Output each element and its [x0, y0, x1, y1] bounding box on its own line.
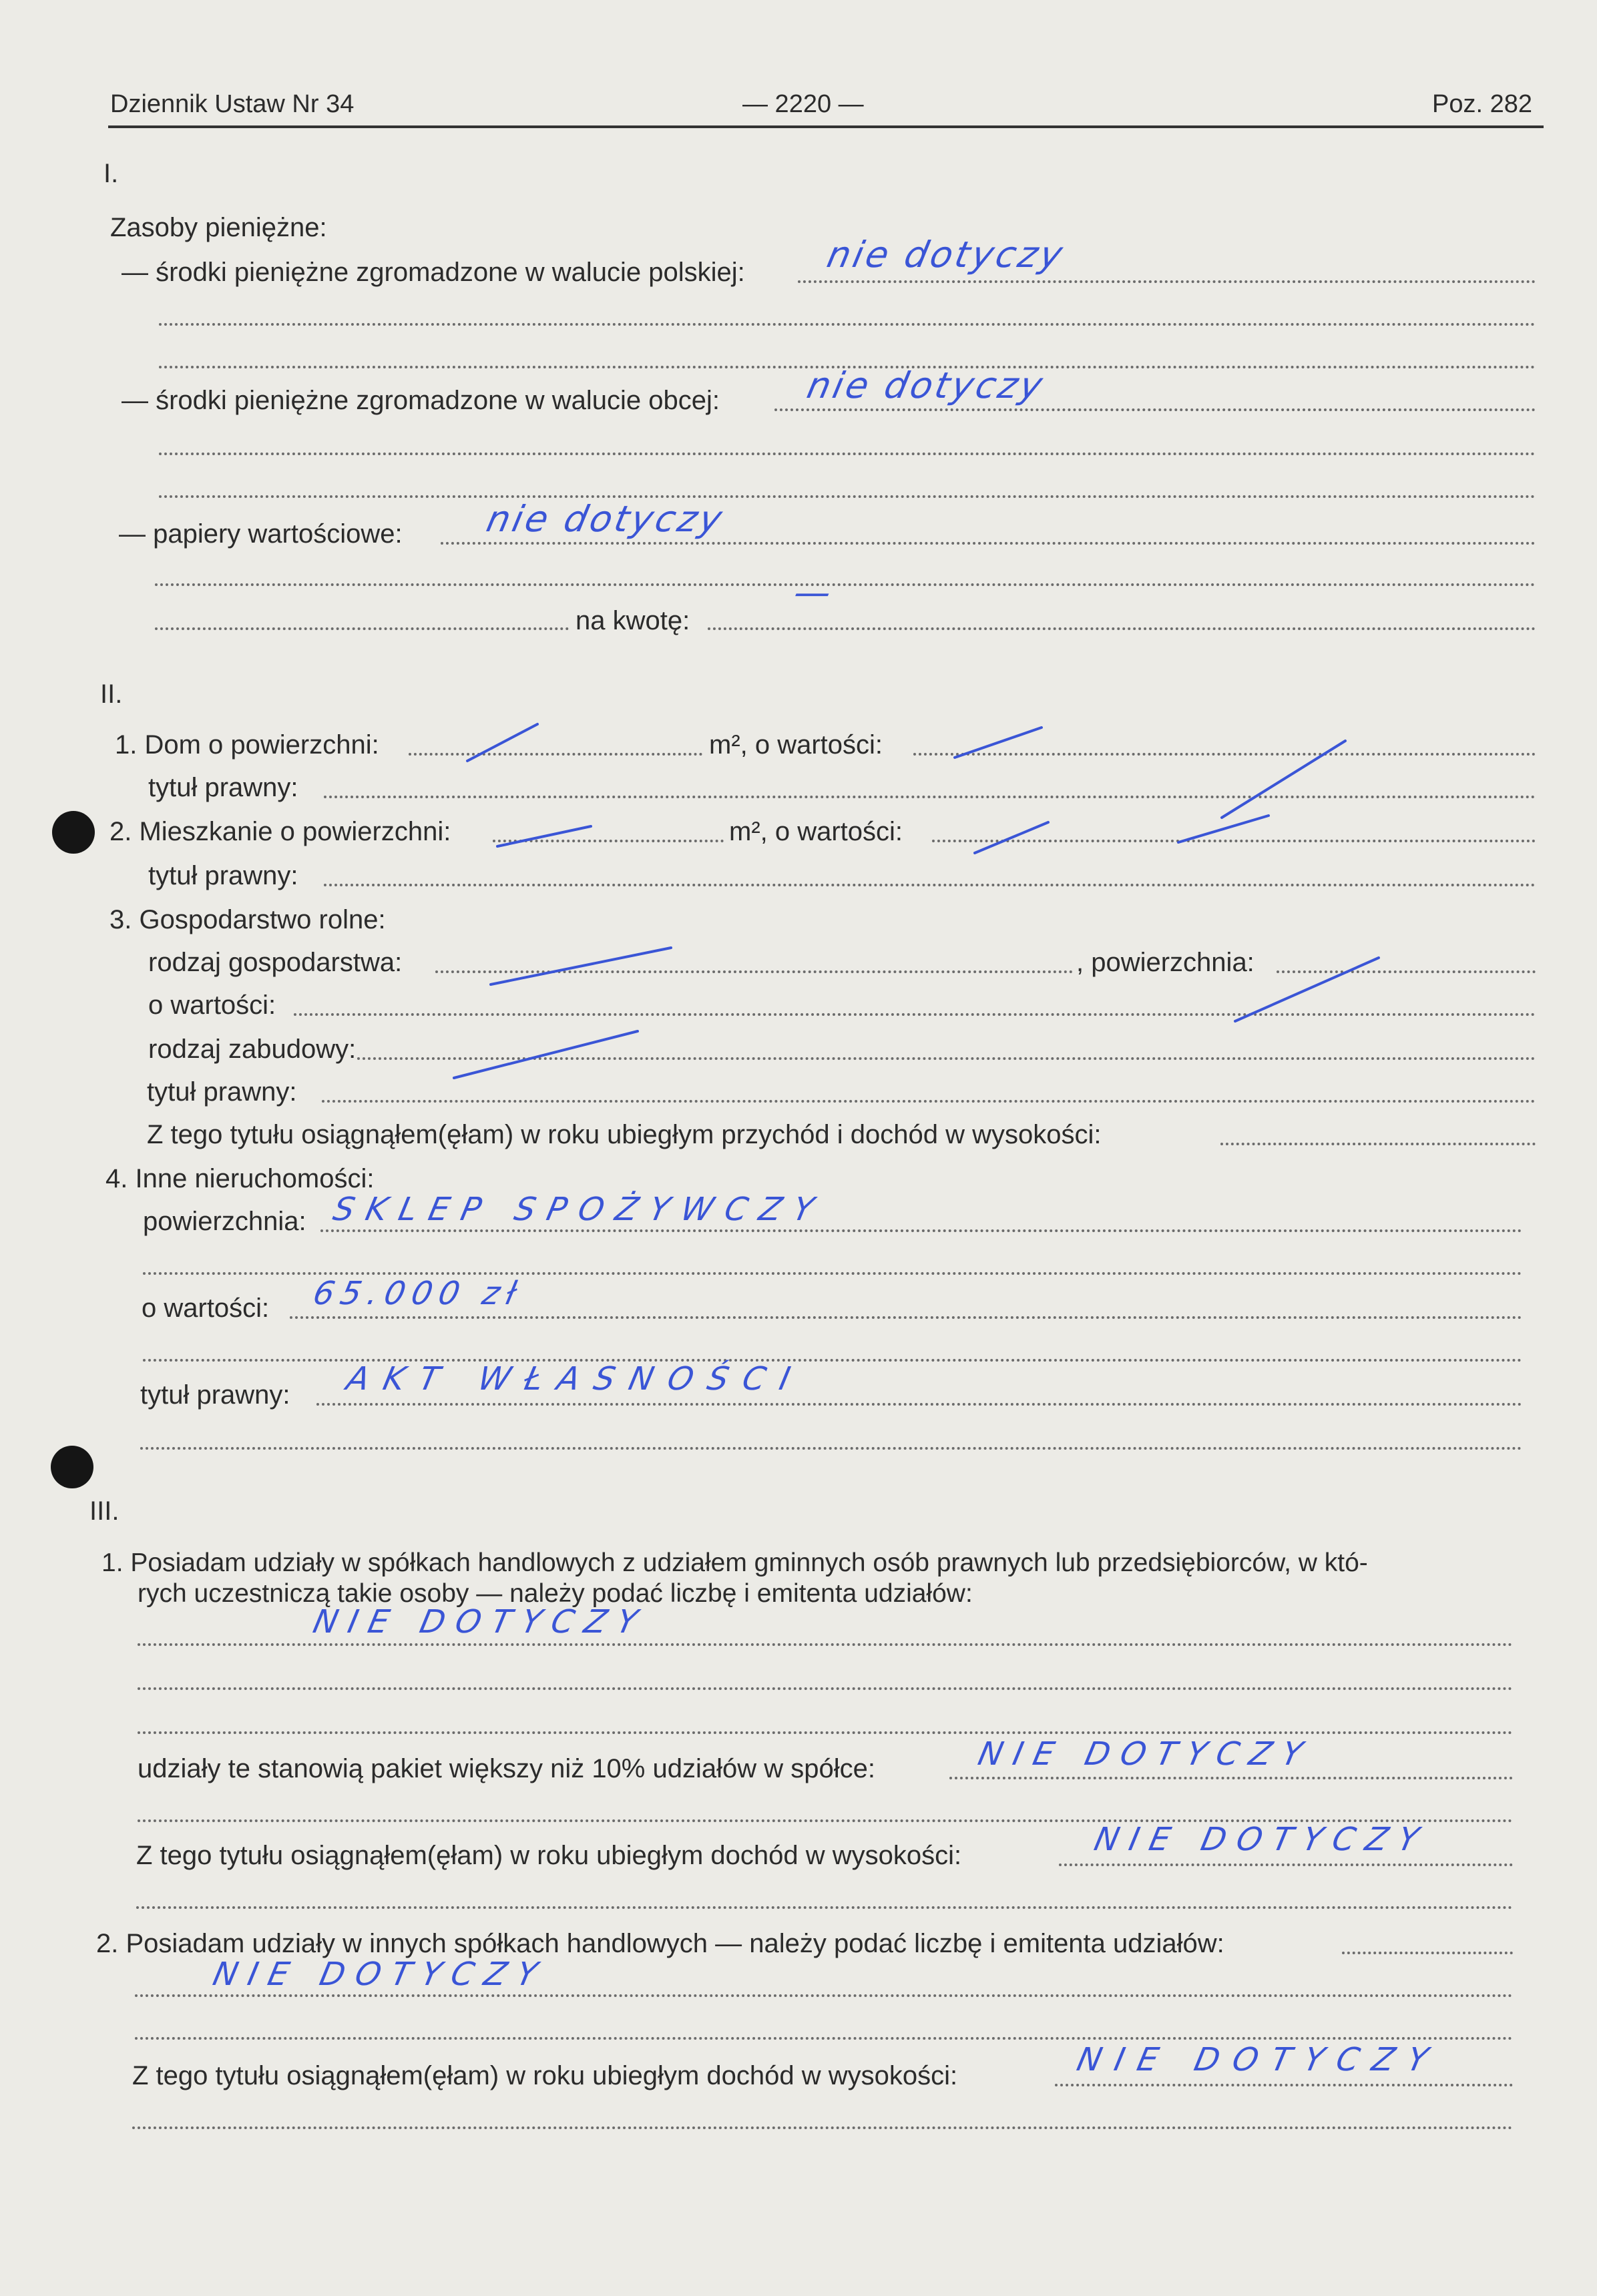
position-number: Poz. 282	[1432, 90, 1532, 118]
blank-line	[135, 1994, 1513, 1997]
pkg-label: udziały te stanowią pakiet większy niż 10% udziałów w spółce:	[138, 1754, 875, 1783]
flat-title-slash	[1178, 816, 1269, 842]
other-label: 4. Inne nieruchomości:	[105, 1164, 375, 1193]
income1-line	[1059, 1863, 1513, 1866]
blank-line	[143, 1359, 1522, 1362]
section-roman: I.	[103, 159, 119, 188]
q1-line1: 1. Posiadam udziały w spółkach handlowych z udziałem gminnych osób prawnych lub przedsiębiorców, w któ-	[101, 1548, 1368, 1577]
other-area-answer: SKLEP SPOŻYWCZY	[330, 1191, 829, 1228]
blank-line	[138, 1687, 1513, 1690]
farm-type-label: rodzaj gospodarstwa:	[148, 948, 403, 977]
house-title-slash	[1222, 741, 1345, 818]
income2-answer: NIE DOTYCZY	[1074, 2041, 1445, 2078]
section-roman: III.	[89, 1496, 120, 1526]
flat-title-label: tytuł prawny:	[148, 861, 298, 890]
income2-line	[1055, 2084, 1513, 2086]
securities-label: — papiery wartościowe:	[119, 519, 403, 549]
q1-line	[138, 1643, 1513, 1646]
page-number: — 2220 —	[742, 90, 864, 118]
journal-title: Dziennik Ustaw Nr 34	[110, 90, 355, 118]
other-title-label: tytuł prawny:	[140, 1380, 290, 1410]
other-area-line	[320, 1229, 1522, 1232]
house-value-dash	[955, 728, 1042, 758]
farm-title-label: tytuł prawny:	[147, 1077, 297, 1107]
q2-line	[1342, 1952, 1513, 1954]
house-area-dash	[467, 724, 537, 761]
farm-area-label: , powierzchnia:	[1076, 948, 1254, 977]
blank-line	[132, 2126, 1513, 2129]
pkg-answer: NIE DOTYCZY	[975, 1735, 1317, 1773]
amount-answer: —	[790, 571, 838, 613]
blank-line	[136, 1906, 1513, 1909]
farm-income-label: Z tego tytułu osiągnąłem(ęłam) w roku ubiegłym przychód i dochód w wysokości:	[147, 1120, 1102, 1149]
other-title-line	[316, 1403, 1522, 1406]
blank-line	[140, 1447, 1522, 1450]
income1-label: Z tego tytułu osiągnąłem(ęłam) w roku ubiegłym dochód w wysokości:	[136, 1841, 962, 1870]
pkg-line	[949, 1777, 1513, 1779]
house-label: 1. Dom o powierzchni:	[115, 730, 379, 760]
pln-answer: nie dotyczy	[823, 234, 1069, 276]
pln-label: — środki pieniężne zgromadzone w walucie polskiej:	[122, 258, 745, 287]
farm-area-slash	[1235, 958, 1379, 1021]
flat-area-dash	[497, 826, 591, 846]
other-area-label: powierzchnia:	[143, 1207, 306, 1236]
foreign-answer: nie dotyczy	[803, 364, 1049, 406]
other-value-answer: 65.000 zł	[310, 1275, 527, 1312]
q2-label: 2. Posiadam udziały w innych spółkach handlowych — należy podać liczbę i emitenta udziałów:	[96, 1929, 1224, 1958]
income1-answer: NIE DOTYCZY	[1091, 1821, 1433, 1858]
other-value-line	[290, 1316, 1522, 1319]
other-value-label: o wartości:	[142, 1294, 270, 1323]
farm-type-dash	[491, 948, 671, 984]
foreign-label: — środki pieniężne zgromadzone w walucie obcej:	[122, 386, 720, 415]
farm-buildings-dash	[454, 1031, 638, 1078]
farm-label: 3. Gospodarstwo rolne:	[109, 905, 386, 934]
amount-label: na kwotę:	[576, 606, 690, 635]
q2-answer: NIE DOTYCZY	[210, 1956, 551, 1993]
farm-buildings-label: rodzaj zabudowy:	[148, 1035, 357, 1064]
q1-line2: rych uczestniczą takie osoby — należy podać liczbę i emitenta udziałów:	[138, 1579, 973, 1608]
flat-label: 2. Mieszkanie o powierzchni:	[109, 817, 451, 846]
flat-value-label: m², o wartości:	[729, 817, 903, 846]
house-title-label: tytuł prawny:	[148, 773, 298, 802]
flat-value-dash	[975, 822, 1048, 853]
income2-label: Z tego tytułu osiągnąłem(ęłam) w roku ubiegłym dochód w wysokości:	[132, 2061, 958, 2090]
section-roman: II.	[100, 679, 123, 709]
q1-answer: NIE DOTYCZY	[310, 1603, 652, 1641]
securities-answer: nie dotyczy	[483, 498, 728, 540]
house-value-label: m², o wartości:	[709, 730, 883, 760]
farm-value-label: o wartości:	[148, 990, 276, 1020]
other-title-answer: AKT WŁASNOŚCI	[343, 1360, 809, 1398]
section-title: Zasoby pieniężne:	[110, 213, 327, 242]
